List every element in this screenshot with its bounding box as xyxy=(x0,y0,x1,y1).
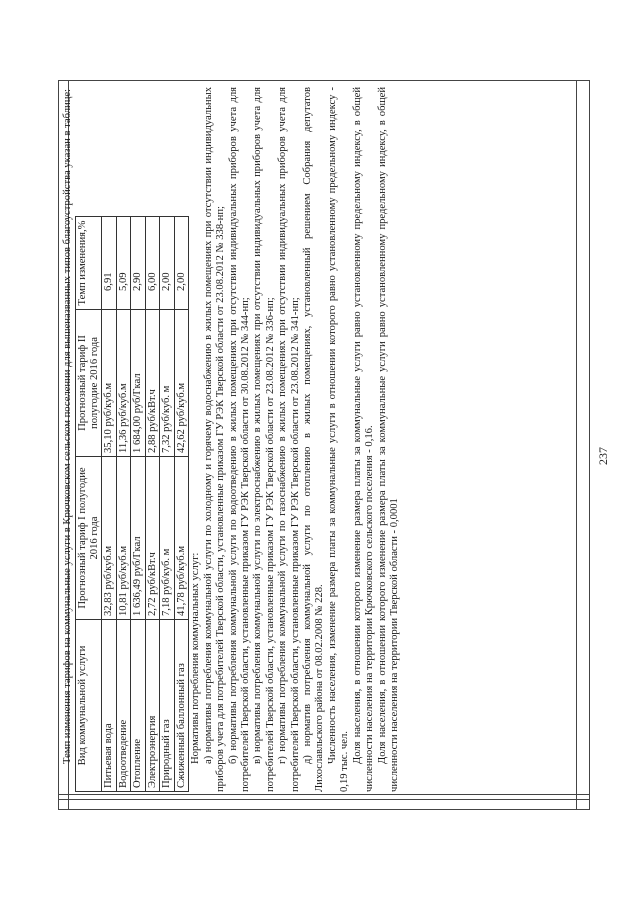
tariff-h2-cell: 42,62 руб/куб.м xyxy=(174,310,189,457)
tariff-h1-cell: 1 636,49 руб/Гкал xyxy=(131,457,146,620)
intro-paragraph: Темп изменения тарифов на коммунальные услуги в Крючковском сельском поселении для вышеназванных типов благоустройства указан в таблице: xyxy=(62,88,73,764)
tariff-h1-cell: 41,78 руб/куб.м xyxy=(174,457,189,620)
population-change-paragraph: Численность населения, изменение размера платы за коммунальные услуги в отношении которого равно установленному предельному индексу - 0,19 тыс. чел. xyxy=(326,87,351,792)
header-tariff-h1: Прогнозный тариф I полугодие 2016 года xyxy=(76,457,102,620)
service-cell: Питьевая вода xyxy=(102,620,117,792)
tariff-h1-cell: 10,81 руб/куб.м xyxy=(116,457,131,620)
service-cell: Водоотведение xyxy=(116,620,131,792)
rate-cell: 2,00 xyxy=(160,217,175,310)
rate-cell: 2,90 xyxy=(131,217,146,310)
rate-cell: 5,09 xyxy=(116,217,131,310)
table-header-row xyxy=(76,217,102,792)
frame-margin-line xyxy=(576,81,577,809)
tariff-h2-cell: 11,36 руб/куб.м xyxy=(116,310,131,457)
frame-margin-line xyxy=(59,794,589,795)
share-settlement-paragraph: Доля населения, в отношении которого изменение размера платы за коммунальные услуги равно установленному предельному индексу, в общей численности населения на территории Крючковского сельского поселения - 0,16. xyxy=(351,87,376,792)
service-cell: Отопление xyxy=(131,620,146,792)
tariff-table xyxy=(75,216,189,792)
share-region-paragraph: Доля населения, в отношении которого изменение размера платы за коммунальные услуги равно установленному предельному индексу, в общей численности населения на территории Тверской области - 0,0001 xyxy=(376,87,400,792)
frame-margin-line xyxy=(59,799,589,800)
norm-item-v: в) нормативы потребления коммунальной услуги по электроснабжению в жилых помещениях при отсутствии индивидуальных приборов учета для потребителей Тверской области, установленные приказом ГУ РЭК Тверской области от 23.08.2012 № 336-нп; xyxy=(252,87,276,792)
rate-cell: 6,00 xyxy=(145,217,160,310)
service-cell: Сжиженный баллонный газ xyxy=(174,620,189,792)
service-cell: Природный газ xyxy=(160,620,175,792)
header-change-rate: Темп изменения,% xyxy=(76,217,102,310)
norms-heading: Нормативы потребления коммунальных услуг: xyxy=(190,552,202,764)
header-tariff-h2: Прогнозный тариф II полугодие 2016 года xyxy=(76,310,102,457)
table-row xyxy=(174,217,189,792)
table-row xyxy=(131,217,146,792)
table-row xyxy=(116,217,131,792)
table-row xyxy=(102,217,117,792)
norm-item-b: б) нормативы потребления коммунальной услуги по водоотведению в жилых помещениях при отсутствии индивидуальных приборов учета для потребителей Тверской области, установленные приказом ГУ РЭК Тверской области от 30.08.2012 № 344-нп; xyxy=(227,87,252,792)
norm-item-a: а) нормативы потребления коммунальной услуги по холодному и горячему водоснабжению в жилых помещениях при отсутствии индивидуальных приборов учета для потребителей Тверской области, установленные приказом ГУ РЭК Тверской области от 23.08.2012 № 338-нп; xyxy=(202,87,227,792)
document-body xyxy=(62,87,401,792)
rate-cell: 2,00 xyxy=(174,217,189,310)
page-number: 237 xyxy=(596,447,610,465)
tariff-h1-cell: 32,83 руб/куб.м xyxy=(102,457,117,620)
tariff-h2-cell: 35,10 руб/куб.м xyxy=(102,310,117,457)
tariff-h1-cell: 2,72 руб/кВт.ч xyxy=(145,457,160,620)
table-row xyxy=(145,217,160,792)
rate-cell: 6,91 xyxy=(102,217,117,310)
tariff-h1-cell: 7,18 руб/куб. м xyxy=(160,457,175,620)
norm-item-g: г) нормативы потребления коммунальной услуги по газоснабжению в жилых помещениях при отсутствии индивидуальных приборов учета для потребителей Тверской области, установленные приказом ГУ РЭК Тверской области от 23.08.2012 № 341-нп; xyxy=(277,87,301,792)
header-service: Вид коммунальной услуги xyxy=(76,620,102,792)
table-row xyxy=(160,217,175,792)
tariff-h2-cell: 1 684,00 руб/Гкал xyxy=(131,310,146,457)
tariff-h2-cell: 2,88 руб/кВт.ч xyxy=(145,310,160,457)
norm-item-d: д) норматив потребления коммунальной услуги по отоплению в жилых помещениях, установленный решением Собрания депутатов Лихославльского района от 08.02.2008 № 228. xyxy=(302,87,326,792)
tariff-h2-cell: 7,32 руб/куб. м xyxy=(160,310,175,457)
service-cell: Электроэнергия xyxy=(145,620,160,792)
